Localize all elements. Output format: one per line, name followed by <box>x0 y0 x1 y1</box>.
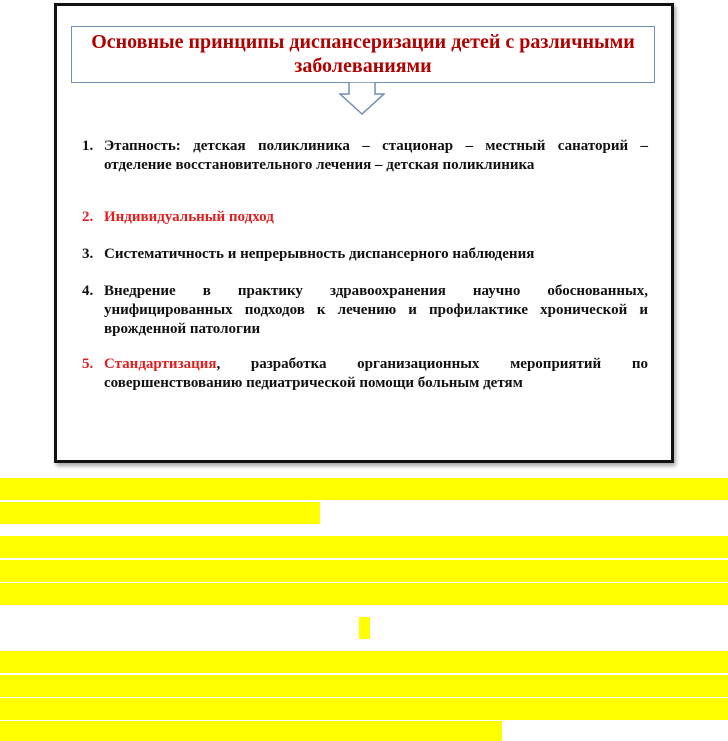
highlight-bar <box>0 583 728 605</box>
item-number: 2. <box>82 209 94 225</box>
slide-title: Основные принципы диспансеризации детей с различными заболеваниями <box>91 31 635 77</box>
slide <box>54 3 674 463</box>
item-text: Индивидуальный подход <box>104 209 274 225</box>
item-text: Внедрение в практику здравоохранения научно обоснованных, унифицированных подходов к лечению и профилактике хронической и врожденной патологии <box>104 283 648 337</box>
highlight-bar <box>0 560 728 582</box>
list-item <box>82 245 648 264</box>
item-text: Этапность: детская поликлиника – стационар – местный санаторий – отделение восстановительного лечения – детская поликлиника <box>104 138 648 173</box>
item-highlight: Стандартизация <box>104 356 217 372</box>
item-number: 1. <box>82 138 94 154</box>
item-text: Систематичность и непрерывность диспансерного наблюдения <box>104 246 535 262</box>
principles-list <box>82 137 648 393</box>
down-arrow-icon <box>339 82 385 116</box>
highlight-bar <box>0 478 728 500</box>
title-callout <box>71 26 655 83</box>
highlight-bar <box>0 698 728 720</box>
item-number: 5. <box>82 356 94 372</box>
highlight-bar <box>0 502 320 524</box>
highlight-bar <box>359 617 370 639</box>
list-item <box>82 208 648 227</box>
highlight-bar <box>0 675 728 697</box>
item-text <box>104 355 648 393</box>
highlight-bar <box>0 651 728 673</box>
list-item <box>82 137 648 175</box>
item-number: 4. <box>82 283 94 299</box>
item-rest: , разработка организационных мероприятий по совершенствованию педиатрической помощи больным детям <box>104 356 648 391</box>
highlight-bar <box>0 721 502 741</box>
list-item <box>82 355 648 393</box>
item-number: 3. <box>82 246 94 262</box>
highlight-bar <box>0 536 728 558</box>
list-item <box>82 282 648 339</box>
